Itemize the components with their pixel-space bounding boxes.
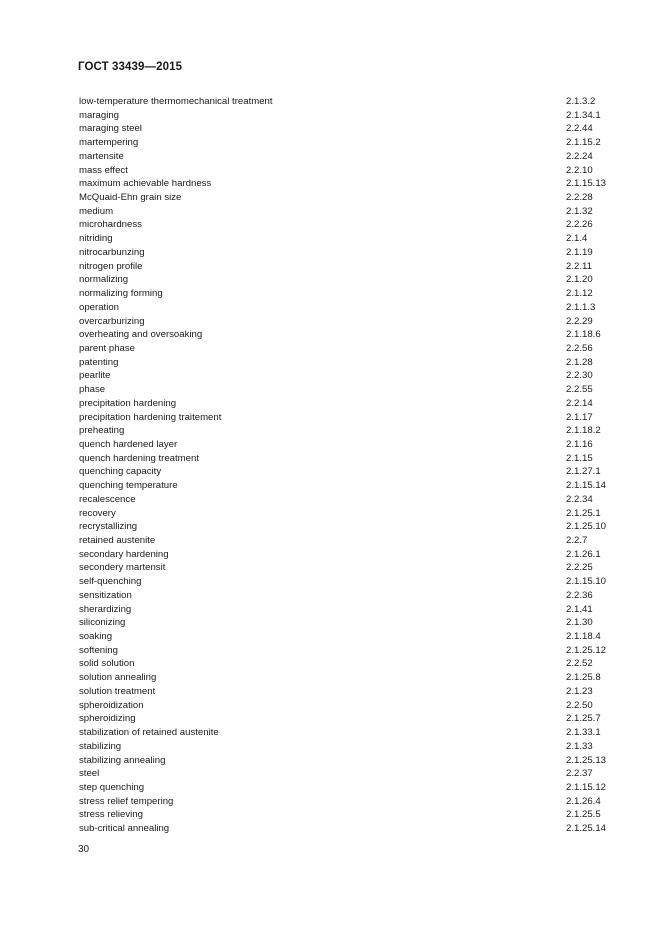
index-entry: [79, 218, 619, 232]
index-term: solution annealing: [79, 672, 157, 684]
index-term: nitrogen profile: [79, 260, 143, 272]
index-reference: 2.1.25.12: [566, 644, 607, 656]
index-entry: [79, 424, 619, 438]
index-term: pearlite: [79, 370, 111, 382]
index-entry: [79, 808, 619, 822]
index-term: nitriding: [79, 233, 113, 245]
index-reference: 2.1.4: [566, 233, 588, 245]
index-entry: [79, 671, 619, 685]
index-entry: [79, 507, 619, 521]
index-entry: [79, 712, 619, 726]
index-term: quenching temperature: [79, 480, 178, 492]
index-reference: 2.2.10: [566, 164, 593, 176]
index-reference: 2.1.15.13: [566, 178, 607, 190]
index-term: parent phase: [79, 342, 136, 354]
index-entry: [79, 465, 619, 479]
index-reference: 2.1.26.1: [566, 548, 601, 560]
index-reference: 2.1.15: [566, 452, 593, 464]
index-term: overheating and oversoaking: [79, 329, 203, 341]
index-term: recalescence: [79, 493, 136, 505]
index-reference: 2.1.15.10: [566, 576, 607, 588]
index-term: precipitation hardening traitement: [79, 411, 222, 423]
index-reference: 2.2.52: [566, 658, 593, 670]
index-reference: 2.1.3.2: [566, 96, 596, 107]
index-term: operation: [79, 301, 120, 313]
index-reference: 2.1.19: [566, 246, 593, 258]
index-reference: 2.2.36: [566, 589, 593, 601]
index-entry: [79, 534, 619, 548]
index-entry: [79, 232, 619, 246]
index-entry: [79, 301, 619, 315]
index-reference: 2.2.11: [566, 260, 592, 272]
index-term: spheroidizing: [79, 713, 136, 725]
index-reference: 2.1.25.1: [566, 507, 601, 519]
index-entry: [79, 767, 619, 781]
index-reference: 2.1.18.4: [566, 631, 601, 643]
index-reference: 2.1.18.6: [566, 329, 601, 341]
index-reference: 2.2.28: [566, 192, 593, 204]
index-entry: [79, 122, 619, 136]
index-reference: 2.1.33: [566, 740, 593, 752]
index-term: McQuaid-Ehn grain size: [79, 192, 182, 204]
index-reference: 2.1.34.1: [566, 109, 601, 121]
index-reference: 2.1.28: [566, 356, 593, 368]
index-term: low-temperature thermomechanical treatment: [79, 96, 273, 107]
index-term: martempering: [79, 137, 139, 149]
index-reference: 2.2.29: [566, 315, 593, 327]
index-reference: 2.1.25.10: [566, 521, 607, 533]
index-entry: [79, 273, 619, 287]
index-entry: [79, 740, 619, 754]
index-term: siliconizing: [79, 617, 126, 629]
index-reference: 2.1.25.8: [566, 672, 601, 684]
index-reference: 2.2.30: [566, 370, 593, 382]
index-term: sensitization: [79, 589, 132, 601]
term-index-list: [79, 95, 619, 836]
index-reference: 2.1.16: [566, 438, 593, 450]
index-term: medium: [79, 205, 114, 217]
index-entry: [79, 260, 619, 274]
index-reference: 2.2.56: [566, 342, 593, 354]
index-term: martensite: [79, 150, 124, 162]
index-term: overcarburizing: [79, 315, 145, 327]
index-entry: [79, 164, 619, 178]
index-term: quench hardened layer: [79, 438, 178, 450]
index-entry: [79, 699, 619, 713]
index-entry: [79, 109, 619, 123]
index-entry: [79, 246, 619, 260]
index-reference: 2.2.14: [566, 397, 593, 409]
index-term: spheroidization: [79, 699, 144, 711]
index-term: stabilization of retained austenite: [79, 727, 219, 739]
index-reference: 2.2.24: [566, 150, 593, 162]
index-entry: [79, 479, 619, 493]
index-entry: [79, 177, 619, 191]
index-entry: [79, 616, 619, 630]
index-term: stress relieving: [79, 809, 143, 821]
index-entry: [79, 589, 619, 603]
index-term: microhardness: [79, 219, 142, 231]
index-reference: 2.1.17: [566, 411, 593, 423]
index-term: solution treatment: [79, 685, 156, 697]
index-term: maraging steel: [79, 123, 142, 135]
index-entry: [79, 795, 619, 809]
index-term: recrystallizing: [79, 521, 138, 533]
index-term: step quenching: [79, 781, 145, 793]
index-entry: [79, 95, 619, 109]
index-entry: [79, 726, 619, 740]
index-reference: 2.1.33.1: [566, 727, 601, 739]
index-term: stress relief tempering: [79, 795, 174, 807]
index-term: nitrocarbunzing: [79, 246, 145, 258]
document-header: ГОСТ 33439—2015: [78, 61, 183, 73]
index-entry: [79, 315, 619, 329]
index-term: secondery martensit: [79, 562, 166, 574]
index-entry: [79, 397, 619, 411]
index-reference: 2.1.26.4: [566, 795, 601, 807]
index-reference: 2.2.26: [566, 219, 593, 231]
index-term: normalizing forming: [79, 288, 163, 300]
index-entry: [79, 575, 619, 589]
index-entry: [79, 438, 619, 452]
index-reference: 2.1.41: [566, 603, 593, 615]
index-entry: [79, 561, 619, 575]
page-number: 30: [78, 844, 90, 855]
index-term: mass effect: [79, 164, 128, 176]
index-reference: 2.1.15.14: [566, 480, 607, 492]
index-term: phase: [79, 384, 106, 396]
index-term: self-quenching: [79, 576, 142, 588]
index-term: normalizing: [79, 274, 129, 286]
index-reference: 2.1.30: [566, 617, 593, 629]
index-reference: 2.2.44: [566, 123, 593, 135]
index-reference: 2.2.50: [566, 699, 593, 711]
index-term: maraging: [79, 109, 119, 121]
index-reference: 2.1.32: [566, 205, 593, 217]
index-entry: [79, 411, 619, 425]
index-reference: 2.2.37: [566, 768, 593, 780]
index-reference: 2.1.25.7: [566, 713, 601, 725]
index-term: stabilizing: [79, 740, 122, 752]
index-entry: [79, 685, 619, 699]
index-reference: 2.2.34: [566, 493, 593, 505]
index-term: stabilizing annealing: [79, 754, 166, 766]
index-term: patenting: [79, 356, 119, 368]
index-entry: [79, 493, 619, 507]
index-reference: 2.1.12: [566, 288, 593, 300]
index-reference: 2.1.27.1: [566, 466, 601, 478]
index-entry: [79, 548, 619, 562]
index-entry: [79, 644, 619, 658]
index-entry: [79, 205, 619, 219]
index-term: maximum achievable hardness: [79, 178, 212, 190]
index-entry: [79, 383, 619, 397]
index-entry: [79, 822, 619, 836]
index-entry: [79, 781, 619, 795]
index-reference: 2.1.1.3: [566, 301, 596, 313]
index-entry: [79, 191, 619, 205]
index-entry: [79, 136, 619, 150]
index-term: sherardizing: [79, 603, 132, 615]
index-reference: 2.1.25.13: [566, 754, 607, 766]
index-term: sub-critical annealing: [79, 823, 170, 835]
index-reference: 2.1.25.5: [566, 809, 601, 821]
index-reference: 2.1.23: [566, 685, 593, 697]
index-entry: [79, 342, 619, 356]
index-term: steel: [79, 768, 100, 780]
index-term: solid solution: [79, 658, 135, 670]
index-term: softening: [79, 644, 118, 656]
index-entry: [79, 630, 619, 644]
index-entry: [79, 369, 619, 383]
index-reference: 2.1.15.12: [566, 781, 607, 793]
index-term: secondary hardening: [79, 548, 169, 560]
index-entry: [79, 603, 619, 617]
index-reference: 2.1.20: [566, 274, 593, 286]
index-entry: [79, 328, 619, 342]
index-term: retained austenite: [79, 535, 156, 546]
index-entry: [79, 287, 619, 301]
index-term: precipitation hardening: [79, 397, 177, 409]
index-term: soaking: [79, 631, 113, 643]
index-term: recovery: [79, 507, 116, 519]
index-reference: 2.1.25.14: [566, 823, 607, 835]
index-entry: [79, 520, 619, 534]
index-term: preheating: [79, 425, 125, 437]
index-entry: [79, 356, 619, 370]
index-entry: [79, 452, 619, 466]
index-reference: 2.2.25: [566, 562, 593, 574]
index-entry: [79, 657, 619, 671]
index-reference: 2.2.7: [566, 535, 588, 546]
index-entry: [79, 150, 619, 164]
index-reference: 2.2.55: [566, 384, 593, 396]
index-term: quenching capacity: [79, 466, 162, 478]
index-reference: 2.1.18.2: [566, 425, 601, 437]
index-entry: [79, 754, 619, 768]
index-term: quench hardening treatment: [79, 452, 200, 464]
index-reference: 2.1.15.2: [566, 137, 601, 149]
